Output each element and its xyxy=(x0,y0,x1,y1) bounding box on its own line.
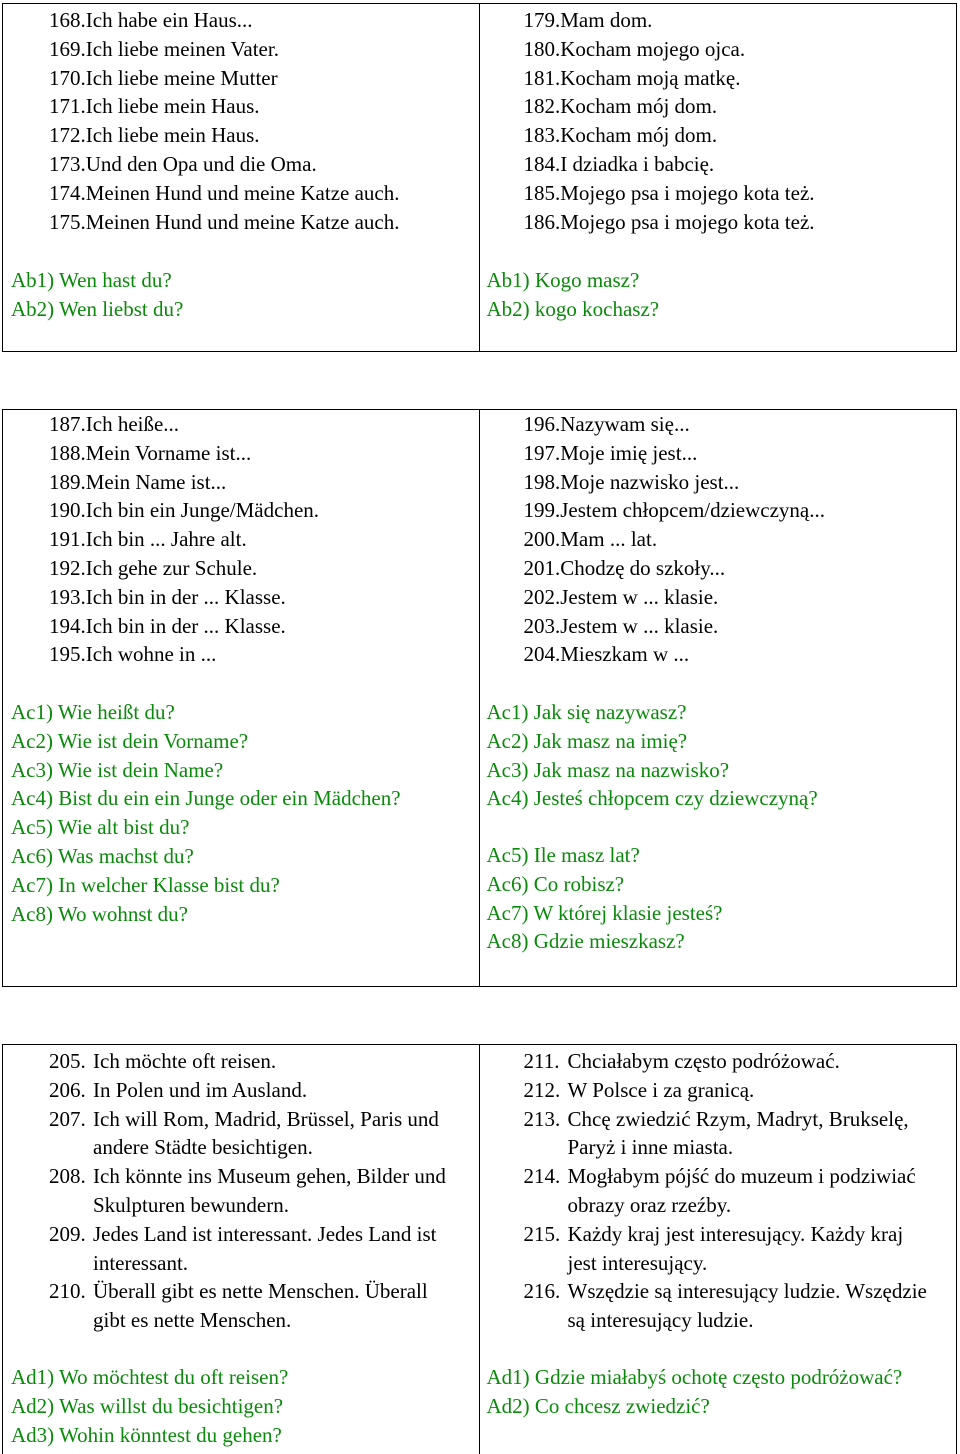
list-item xyxy=(524,208,815,237)
list-item xyxy=(49,1105,463,1163)
german-item-list xyxy=(49,1047,463,1335)
item-text: Ich gehe zur Schule. xyxy=(85,555,258,580)
question: Ac6) Was machst du? xyxy=(11,843,194,868)
item-text: Kocham mój dom. xyxy=(560,94,718,119)
german-column-b xyxy=(3,410,480,986)
item-text: In Polen und im Ausland. xyxy=(93,1077,308,1102)
list-item xyxy=(49,554,319,583)
item-text: Meinen Hund und meine Katze auch. xyxy=(85,209,400,234)
question: Ab1) Kogo masz? xyxy=(486,268,640,292)
list-item xyxy=(524,1076,938,1105)
question: Ab2) Wen liebst du? xyxy=(11,296,184,321)
item-number: 212. xyxy=(523,1077,561,1102)
list-item xyxy=(49,439,319,468)
polish-question-list-1 xyxy=(487,698,818,813)
question: Ad2) Co chcesz zwiedzić? xyxy=(486,1393,710,1418)
question: Ac1) Wie heißt du? xyxy=(11,700,175,724)
list-item xyxy=(49,1220,463,1278)
item-number: 168. xyxy=(49,8,86,32)
list-item xyxy=(524,525,825,554)
item-text: Mieszkam w ... xyxy=(560,642,690,667)
item-number: 209. xyxy=(49,1221,86,1246)
item-number: 194. xyxy=(49,613,86,638)
question: Ac1) Jak się nazywasz? xyxy=(486,700,687,724)
list-item xyxy=(49,496,319,525)
list-item xyxy=(524,1105,938,1163)
item-number: 170. xyxy=(49,65,86,90)
item-text: Überall gibt es nette Menschen. Überall gibt es nette Menschen. xyxy=(93,1279,428,1333)
polish-question-list xyxy=(487,266,660,324)
item-text: Meinen Hund und meine Katze auch. xyxy=(85,180,400,205)
list-item xyxy=(524,583,825,612)
item-text: Chciałabym często podróżować. xyxy=(567,1049,840,1073)
item-text: Chodzę do szkoły... xyxy=(560,555,726,580)
item-number: 208. xyxy=(49,1164,86,1189)
polish-column-c xyxy=(480,1045,957,1454)
question: Ac3) Jak masz na nazwisko? xyxy=(486,757,730,782)
question: Ac8) Wo wohnst du? xyxy=(11,901,188,926)
item-number: 183. xyxy=(523,123,561,148)
item-number: 174. xyxy=(49,180,86,205)
list-item xyxy=(49,525,319,554)
item-number: 172. xyxy=(49,123,86,148)
item-number: 200. xyxy=(523,527,561,552)
item-number: 215. xyxy=(523,1221,561,1246)
list-item xyxy=(524,179,815,208)
item-text: Ich könnte ins Museum gehen, Bilder und Skulpturen bewundern. xyxy=(93,1164,446,1217)
list-item xyxy=(524,1162,938,1220)
german-question-list xyxy=(11,266,183,324)
question: Ad3) Wohin könntest du gehen? xyxy=(11,1422,282,1447)
list-item xyxy=(524,1047,938,1076)
item-text: Ich liebe mein Haus. xyxy=(85,123,260,148)
question: Ac2) Wie ist dein Vorname? xyxy=(11,728,249,753)
question: Ad1) Wo möchtest du oft reisen? xyxy=(11,1365,289,1389)
item-number: 197. xyxy=(523,440,561,465)
list-item xyxy=(524,410,825,439)
list-item xyxy=(49,1047,463,1076)
german-column-c xyxy=(3,1045,480,1454)
item-text: Ich will Rom, Madrid, Brüssel, Paris und andere Städte besichtigen. xyxy=(93,1106,439,1160)
list-item xyxy=(49,92,399,121)
list-item xyxy=(49,208,399,237)
item-number: 186. xyxy=(523,209,561,234)
item-text: Kocham mojego ojca. xyxy=(560,36,746,61)
polish-question-list xyxy=(487,1363,907,1421)
item-text: Ich bin in der ... Klasse. xyxy=(85,613,286,638)
list-item xyxy=(524,496,825,525)
item-text: Kocham mój dom. xyxy=(560,123,718,148)
item-number: 173. xyxy=(49,151,86,176)
item-text: Jestem w ... klasie. xyxy=(560,584,719,609)
item-number: 190. xyxy=(49,498,86,523)
item-number: 203. xyxy=(523,613,561,638)
list-item xyxy=(49,179,399,208)
list-item xyxy=(49,640,319,669)
list-item xyxy=(49,6,399,35)
item-text: Kocham moją matkę. xyxy=(560,65,741,90)
item-text: Moje nazwisko jest... xyxy=(560,469,740,494)
list-item xyxy=(524,150,815,179)
polish-item-list xyxy=(524,1047,938,1335)
polish-item-list xyxy=(524,410,825,669)
question: Ad2) Was willst du besichtigen? xyxy=(11,1393,284,1418)
list-item xyxy=(49,64,399,93)
item-number: 198. xyxy=(523,469,561,494)
question: Ac5) Wie alt bist du? xyxy=(11,815,190,840)
list-item xyxy=(524,64,815,93)
item-number: 188. xyxy=(49,440,86,465)
list-item xyxy=(49,583,319,612)
item-text: W Polsce i za granicą. xyxy=(567,1077,755,1102)
list-item xyxy=(49,468,319,497)
item-number: 184. xyxy=(523,151,561,176)
list-item xyxy=(524,468,825,497)
item-text: I dziadka i babcię. xyxy=(560,151,715,176)
item-number: 193. xyxy=(49,584,86,609)
item-text: Ich heiße... xyxy=(85,412,180,436)
item-number: 199. xyxy=(523,498,561,523)
item-text: Ich wohne in ... xyxy=(85,642,217,667)
list-item xyxy=(524,6,815,35)
item-number: 169. xyxy=(49,36,86,61)
item-number: 182. xyxy=(523,94,561,119)
item-number: 202. xyxy=(523,584,561,609)
question: Ac3) Wie ist dein Name? xyxy=(11,757,224,782)
item-text: Nazywam się... xyxy=(560,412,690,436)
item-number: 180. xyxy=(523,36,561,61)
list-item xyxy=(49,410,319,439)
list-item xyxy=(49,121,399,150)
item-text: Und den Opa und die Oma. xyxy=(85,151,317,176)
question: Ac8) Gdzie mieszkasz? xyxy=(486,929,685,954)
list-item xyxy=(524,439,825,468)
item-number: 206. xyxy=(49,1077,86,1102)
item-text: Mojego psa i mojego kota też. xyxy=(560,180,815,205)
question: Ac2) Jak masz na imię? xyxy=(486,728,688,753)
polish-column-b xyxy=(480,410,957,986)
item-text: Jestem w ... klasie. xyxy=(560,613,719,638)
german-item-list xyxy=(49,6,399,236)
list-item xyxy=(49,150,399,179)
item-text: Każdy kraj jest interesujący. Każdy kraj jest interesujący. xyxy=(567,1221,904,1275)
table-section-c xyxy=(2,1044,957,1454)
item-text: Jestem chłopcem/dziewczyną... xyxy=(560,498,825,523)
item-number: 207. xyxy=(49,1106,86,1131)
question: Ac4) Bist du ein ein Junge oder ein Mädchen? xyxy=(11,786,401,811)
list-item xyxy=(524,1220,938,1278)
list-item xyxy=(524,121,815,150)
question: Ac7) W której klasie jesteś? xyxy=(486,900,723,925)
item-text: Moje imię jest... xyxy=(560,440,698,465)
item-text: Mam ... lat. xyxy=(560,527,658,552)
item-text: Ich bin ein Junge/Mädchen. xyxy=(85,498,320,523)
item-text: Ich habe ein Haus... xyxy=(85,8,253,32)
item-number: 201. xyxy=(523,555,561,580)
item-text: Ich liebe mein Haus. xyxy=(85,94,260,119)
item-text: Jedes Land ist interessant. Jedes Land ist interessant. xyxy=(93,1221,437,1275)
question: Ad1) Gdzie miałabyś ochotę często podróżować? xyxy=(486,1365,903,1389)
item-number: 216. xyxy=(523,1279,561,1304)
question: Ac7) In welcher Klasse bist du? xyxy=(11,872,280,897)
list-item xyxy=(524,612,825,641)
item-number: 171. xyxy=(49,94,86,119)
german-question-list xyxy=(11,1363,288,1449)
table-section-b xyxy=(2,409,957,987)
item-number: 185. xyxy=(523,180,561,205)
item-number: 187. xyxy=(49,412,86,436)
item-text: Ich liebe meinen Vater. xyxy=(85,36,279,61)
question: Ab2) kogo kochasz? xyxy=(486,296,660,321)
item-text: Ich bin ... Jahre alt. xyxy=(85,527,247,552)
list-item xyxy=(49,35,399,64)
item-number: 191. xyxy=(49,527,86,552)
item-number: 205. xyxy=(49,1049,86,1073)
list-item xyxy=(524,1277,938,1335)
item-number: 179. xyxy=(523,8,561,32)
german-question-list xyxy=(11,698,401,928)
item-number: 196. xyxy=(523,412,561,436)
item-number: 213. xyxy=(523,1106,561,1131)
item-text: Ich liebe meine Mutter xyxy=(85,65,278,90)
item-text: Mein Name ist... xyxy=(85,469,227,494)
german-column-a xyxy=(3,4,480,351)
polish-column-a xyxy=(480,4,957,351)
question: Ac6) Co robisz? xyxy=(486,871,625,896)
item-text: Mojego psa i mojego kota też. xyxy=(560,209,815,234)
list-item xyxy=(524,640,825,669)
item-number: 211. xyxy=(523,1049,560,1073)
list-item xyxy=(49,1277,463,1335)
question: Ac5) Ile masz lat? xyxy=(486,843,640,867)
item-text: Mogłabym pójść do muzeum i podziwiać obrazy oraz rzeźby. xyxy=(567,1164,916,1217)
german-item-list xyxy=(49,410,319,669)
question: Ab1) Wen hast du? xyxy=(11,268,172,292)
list-item xyxy=(524,92,815,121)
item-number: 210. xyxy=(49,1279,86,1304)
item-number: 181. xyxy=(523,65,561,90)
item-number: 204. xyxy=(523,642,561,667)
item-number: 192. xyxy=(49,555,86,580)
item-text: Mam dom. xyxy=(560,8,653,32)
item-text: Ich möchte oft reisen. xyxy=(93,1049,277,1073)
list-item xyxy=(524,554,825,583)
list-item xyxy=(49,1162,463,1220)
item-text: Mein Vorname ist... xyxy=(85,440,252,465)
item-text: Wszędzie są interesujący ludzie. Wszędzie są interesujący ludzie. xyxy=(567,1279,927,1333)
table-section-a xyxy=(2,3,957,352)
item-text: Ich bin in der ... Klasse. xyxy=(85,584,286,609)
list-item xyxy=(524,35,815,64)
item-number: 214. xyxy=(523,1164,561,1189)
polish-item-list xyxy=(524,6,815,236)
list-item xyxy=(49,1076,463,1105)
question: Ac4) Jesteś chłopcem czy dziewczyną? xyxy=(486,786,818,811)
item-number: 189. xyxy=(49,469,86,494)
item-number: 175. xyxy=(49,209,86,234)
item-text: Chcę zwiedzić Rzym, Madryt, Brukselę, Paryż i inne miasta. xyxy=(567,1106,909,1160)
item-number: 195. xyxy=(49,642,86,667)
polish-question-list-2 xyxy=(487,841,723,956)
list-item xyxy=(49,612,319,641)
